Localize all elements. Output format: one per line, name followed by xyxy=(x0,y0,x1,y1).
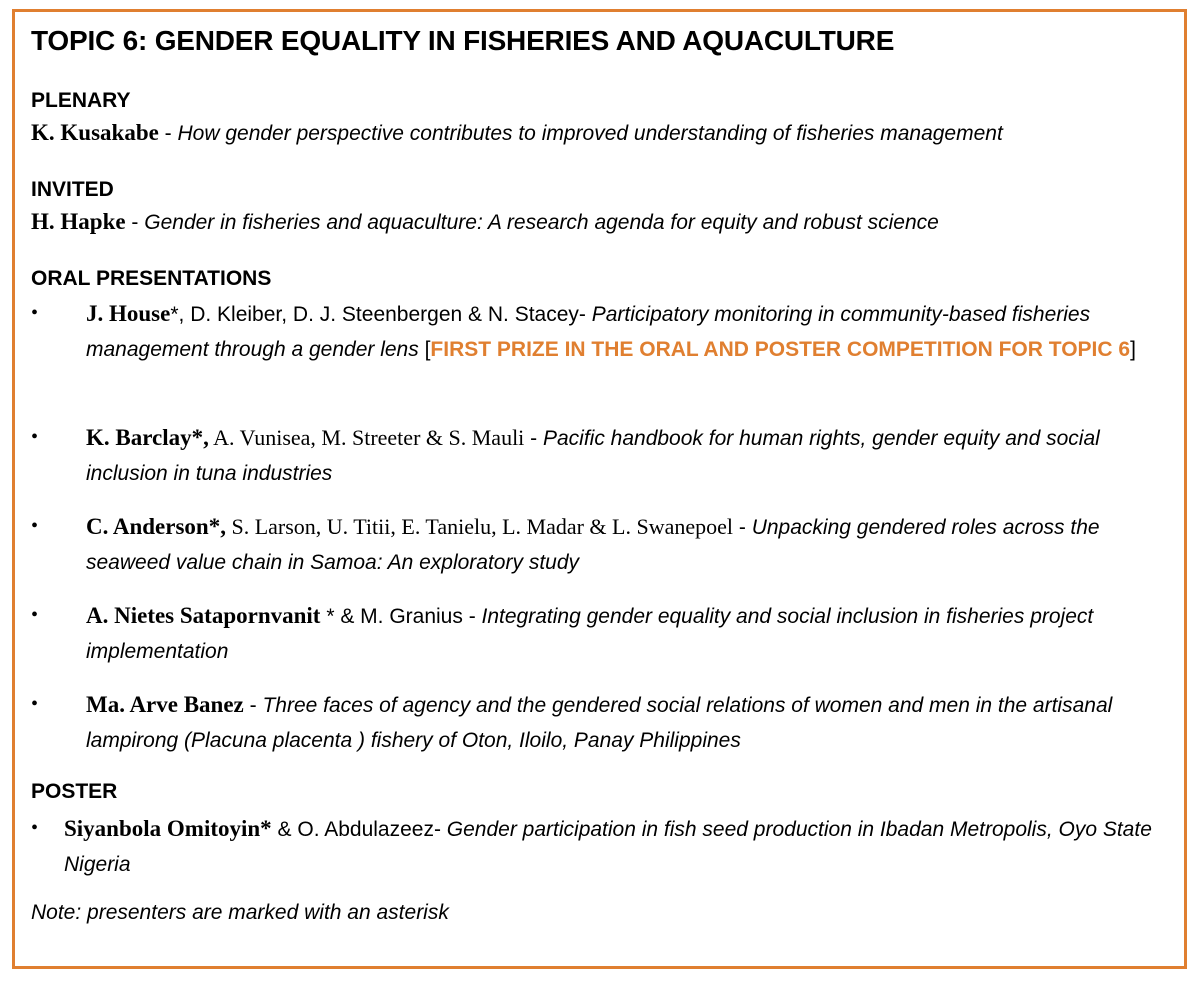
plenary-heading: PLENARY xyxy=(31,89,131,112)
presenter-name: J. House xyxy=(86,301,171,326)
presenter-name: Ma. Arve Banez xyxy=(86,692,244,717)
talk-title: Pacific handbook for human rights, gender equity and social inclusion in tuna industries xyxy=(86,427,1100,485)
talk-title: How gender perspective contributes to improved understanding of fisheries management xyxy=(177,122,1003,145)
bullet-icon: • xyxy=(31,693,39,715)
talk-title: Integrating gender equality and social inclusion in fisheries project implementation xyxy=(86,605,1094,663)
talk-title: Gender participation in fish seed production in Ibadan Metropolis, Oyo State Nigeria xyxy=(64,818,1152,876)
separator: - xyxy=(158,122,178,145)
footnote: Note: presenters are marked with an asterisk xyxy=(31,901,449,924)
coauthors: A. Vunisea, M. Streeter & S. Mauli xyxy=(208,425,525,450)
separator: - xyxy=(733,516,752,539)
presenter-name: K. Kusakabe xyxy=(31,120,159,145)
bullet-icon: • xyxy=(31,817,39,839)
separator: - xyxy=(243,694,263,717)
talk-title: Participatory monitoring in community-based fisheries management through a gender lens xyxy=(86,303,1091,361)
bullet-icon: • xyxy=(31,302,39,324)
page-title: TOPIC 6: GENDER EQUALITY IN FISHERIES AND AQUACULTURE xyxy=(31,25,895,56)
prize-badge: FIRST PRIZE IN THE ORAL AND POSTER COMPETITION FOR TOPIC 6 xyxy=(430,338,1131,361)
bullet-icon: • xyxy=(31,426,39,448)
bullet-icon: • xyxy=(31,515,39,537)
oral-heading: ORAL PRESENTATIONS xyxy=(31,267,272,290)
separator: - xyxy=(125,211,145,234)
presenter-name: A. Nietes Satapornvanit xyxy=(86,603,321,628)
presenter-name: K. Barclay*, xyxy=(86,425,209,450)
coauthors: * & M. Granius - xyxy=(320,605,482,628)
invited-heading: INVITED xyxy=(31,178,114,201)
bracket-close: ] xyxy=(1130,338,1136,361)
talk-title: Gender in fisheries and aquaculture: A research agenda for equity and robust science xyxy=(144,211,939,234)
bracket-open: [ xyxy=(418,338,431,361)
coauthors: & O. Abdulazeez- xyxy=(271,818,447,841)
poster-heading: POSTER xyxy=(31,780,118,803)
plenary-line xyxy=(31,120,1003,146)
talk-title: Unpacking gendered roles across the seaweed value chain in Samoa: An exploratory study xyxy=(86,516,1100,574)
presenter-name: H. Hapke xyxy=(31,209,126,234)
separator: - xyxy=(524,427,543,450)
presenter-asterisk: * xyxy=(170,303,179,326)
invited-line xyxy=(31,209,939,235)
presenter-name: C. Anderson*, xyxy=(86,514,226,539)
talk-title: Three faces of agency and the gendered social relations of women and men in the artisanal lampirong (Placuna placenta ) fishery of Oton, Iloilo, Panay Philippines xyxy=(86,694,1113,752)
presenter-name: Siyanbola Omitoyin* xyxy=(64,816,272,841)
coauthors: S. Larson, U. Titii, E. Tanielu, L. Madar & L. Swanepoel xyxy=(225,514,734,539)
coauthors: , D. Kleiber, D. J. Steenbergen & N. Stacey- xyxy=(178,303,592,326)
bullet-icon: • xyxy=(31,604,39,626)
